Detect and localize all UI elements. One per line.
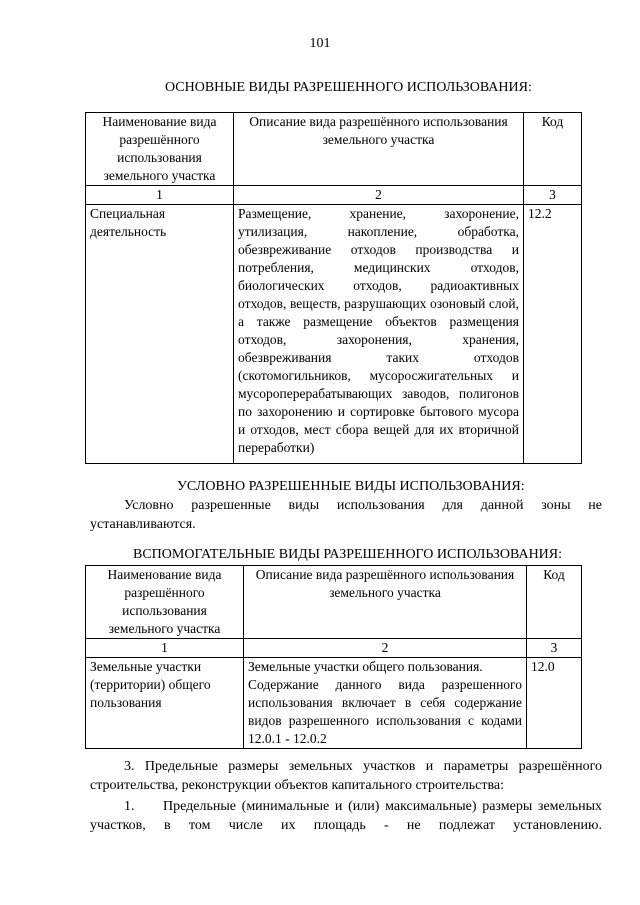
use-description: Содержание данного вида разрешенного использования включает в себя содержание видов разрешенного использования с кодами 12.0.1 - 12.0.2 <box>248 677 522 746</box>
column-number: 1 <box>86 639 244 658</box>
header-code: Код <box>524 113 582 186</box>
table-header-row <box>86 566 582 639</box>
column-number: 3 <box>527 639 582 658</box>
column-number-row <box>86 186 582 205</box>
header-name: Наименование вида разрешённого использования земельного участка <box>86 566 244 639</box>
use-code: 12.2 <box>524 205 582 464</box>
use-name: Земельные участки (территории) общего пользования <box>86 658 244 749</box>
auxiliary-uses-heading: ВСПОМОГАТЕЛЬНЫЕ ВИДЫ РАЗРЕШЕННОГО ИСПОЛЬЗОВАНИЯ: <box>133 547 563 562</box>
conditional-uses-text: Условно разрешенные виды использования для данной зоны не устанавливаются. <box>90 498 602 532</box>
auxiliary-uses-table <box>85 565 582 749</box>
use-description: Размещение, хранение, захоронение, утилизация, накопление, обработка, обезвреживание отходов производства и потребления, медицинских отходов, биологических отходов, радиоактивных отходов, веществ, разрушающих озоновый слой, а также размещение объектов размещения отходов, захоронения, хранения, обезвреживания таких отходов (скотомогильников, мусоросжигательных и мусороперерабатывающих заводов, полигонов по захоронению и сортировке бытового мусора и отходов, мест сбора вещей для их вторичной переработки) <box>234 205 524 464</box>
use-code: 12.0 <box>527 658 582 749</box>
use-description-cell <box>244 658 527 749</box>
header-name: Наименование вида разрешённого использования земельного участка <box>86 113 234 186</box>
main-uses-heading: ОСНОВНЫЕ ВИДЫ РАЗРЕШЕННОГО ИСПОЛЬЗОВАНИЯ: <box>165 80 532 95</box>
column-number: 2 <box>244 639 527 658</box>
table-row <box>86 205 582 464</box>
item-1-number: 1. <box>124 799 135 814</box>
header-description: Описание вида разрешённого использования земельного участка <box>244 566 527 639</box>
paragraph-3: 3. Предельные размеры земельных участков и параметры разрешённого строительства, реконструкции объектов капитального строительства: <box>90 759 602 793</box>
conditional-uses-heading: УСЛОВНО РАЗРЕШЕННЫЕ ВИДЫ ИСПОЛЬЗОВАНИЯ: <box>177 479 525 494</box>
column-number: 1 <box>86 186 234 205</box>
page-number: 101 <box>309 36 331 51</box>
table-header-row <box>86 113 582 186</box>
header-code: Код <box>527 566 582 639</box>
item-1 <box>90 797 602 835</box>
item-1-text: Предельные (минимальные и (или) максимальные) размеры земельных участков, в том числе их площадь - не подлежат установлению. <box>90 799 603 833</box>
main-uses-table <box>85 112 582 464</box>
column-number: 2 <box>234 186 524 205</box>
use-name: Специальная деятельность <box>86 205 234 464</box>
column-number-row <box>86 639 582 658</box>
table-row <box>86 658 582 749</box>
use-description-line1: Земельные участки общего пользования. <box>248 659 483 674</box>
column-number: 3 <box>524 186 582 205</box>
header-description: Описание вида разрешённого использования земельного участка <box>234 113 524 186</box>
